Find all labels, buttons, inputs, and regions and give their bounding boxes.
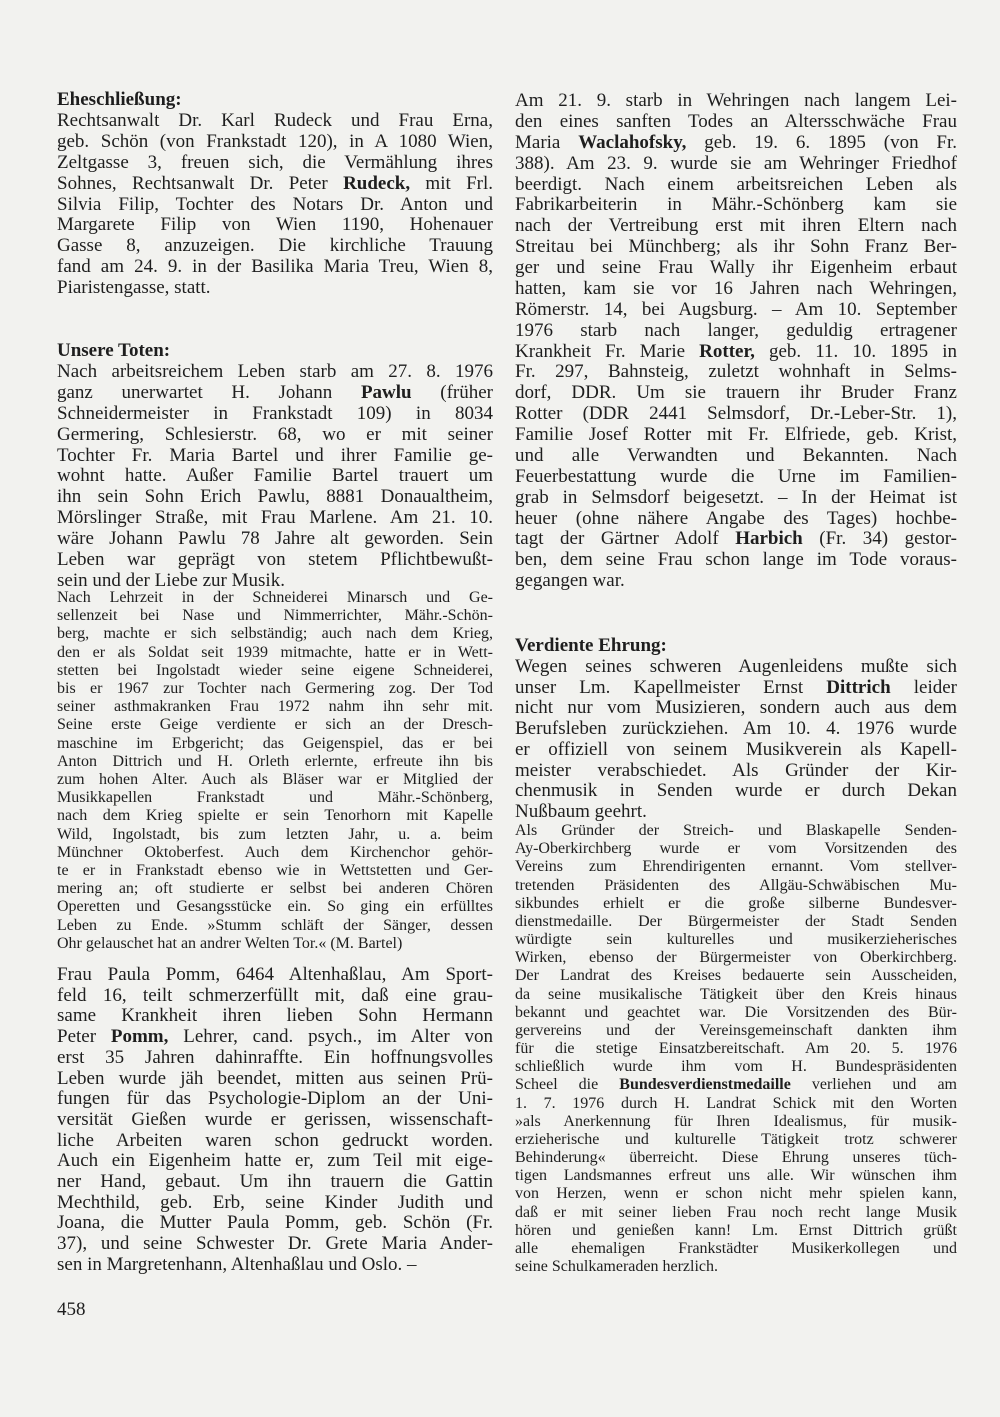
text-line: Nach Lehrzeit in der Schneiderei Minarsch und Ge-	[57, 589, 493, 606]
text-line: Leben zu Ende. »Stumm schläft der Sänger, dessen	[57, 916, 493, 934]
text-line: Germering, Schlesierstr. 68, wo er mit seiner	[57, 423, 493, 445]
paragraph	[515, 657, 957, 823]
paragraph	[57, 589, 493, 953]
text-line: Rotter (DDR 2441 Selmsdorf, Dr.-Leber-Str. 1),	[515, 403, 957, 425]
text-line: Als Gründer der Streich- und Blaskapelle Senden-	[515, 822, 957, 839]
section-body	[515, 822, 957, 1276]
text-line: Ohr gelauschet hat an andrer Welten Tor.« (M. Bartel)	[57, 934, 403, 952]
bold-name: Waclahofsky,	[578, 131, 687, 153]
paragraph	[515, 91, 957, 592]
text-line: Seine erste Geige verdiente er sich an der Dresch-	[57, 716, 493, 734]
obituary-pomm	[57, 965, 493, 1276]
text-line: Ay-Oberkirchberg wurde er vom Vorsitzenden des	[515, 840, 957, 858]
text-line: Margarete Filip von Wien 1190, Hohenauer	[57, 214, 493, 236]
text-line: er offiziell von seinem Musikverein als Kapell-	[515, 738, 957, 760]
text-line: seine Schulkameraden herzlich.	[515, 1258, 719, 1276]
text-line: beerdigt. Nach einem arbeitsreichen Leben als	[515, 173, 957, 195]
section-heading: Verdiente Ehrung:	[515, 635, 667, 656]
section-eheschliessung	[57, 90, 493, 299]
text-line: ger und seine Frau Wally ihr Eigenheim erbaut	[515, 257, 957, 278]
text-line: nach dem Krieg spielte er sein Tenorhorn mit Kapelle	[57, 807, 493, 825]
text-line: sein und der Liebe zur Musik.	[57, 569, 285, 591]
text-line: tretenden Präsidenten des Allgäu-Schwäbischen Mu-	[515, 876, 957, 894]
section-body	[57, 362, 493, 592]
text-line: Am 21. 9. starb in Wehringen nach langem Lei-	[515, 90, 957, 111]
text-line: Piaristengasse, statt.	[57, 277, 211, 299]
text-line: daß er mit seiner lieben Frau noch recht lange Musik	[515, 1203, 957, 1221]
text-line: sikbundes erhielt er die große silberne Bundesver-	[515, 894, 957, 912]
text-line: Münchner Oktoberfest. Auch dem Kirchenchor gehör-	[57, 843, 493, 861]
text-line: geb. Schön (von Frankstadt 120), in A 1080 Wien,	[57, 130, 493, 152]
text-line: Wild, Ingolstadt, bis zum letzten Jahr, u. a. beim	[57, 825, 493, 843]
bold-name: Rudeck,	[343, 172, 411, 194]
text-line: Maria Waclahofsky, geb. 19. 6. 1895 (von Fr.	[515, 131, 957, 153]
text-line: Anton Dittrich und H. Orleth erlernte, erfreute ihn bis	[57, 752, 493, 770]
text-line: stetten bei Ingolstadt wieder seine eigene Schneiderei,	[57, 661, 493, 679]
text-line: sen in Margretenhann, Altenhaßlau und Oslo. –	[57, 1253, 417, 1275]
obituary-pawlu-details	[57, 589, 493, 953]
text-line: sellenzeit bei Nase und Nimmerrichter, Mähr.-Schön-	[57, 607, 493, 625]
text-line: würdigte sein kulturelles und musikerzieherisches	[515, 931, 957, 949]
text-line: gegangen war.	[515, 570, 625, 592]
page-number: 458	[57, 1299, 86, 1320]
text-line: heuer (ohne nähere Angabe des Tages) hochbe-	[515, 507, 957, 529]
text-line: fand am 24. 9. in der Basilika Maria Treu, Wien 8,	[57, 256, 493, 278]
text-line: Wirken, ebenso der Bürgermeister von Oberkirchberg.	[515, 949, 957, 967]
text-line: dorf, DDR. Um sie trauern ihr Bruder Franz	[515, 382, 957, 404]
text-line: wäre Johann Pawlu 78 Jahre alt geworden. Sein	[57, 528, 493, 550]
bold-name: Bundesverdienstmedaille	[619, 1076, 791, 1094]
text-line: Joana, die Mutter Paula Pomm, geb. Schön (Fr.	[57, 1212, 493, 1234]
bold-name: Pawlu	[360, 381, 412, 403]
text-line: Streitau bei Münchberg; als ihr Sohn Franz Ber-	[515, 236, 957, 258]
section-unsere-toten	[57, 341, 493, 592]
section-body	[57, 965, 493, 1276]
text-line: für die stetige Einsatzbereitschaft. Am 20. 5. 1976	[515, 1040, 957, 1058]
text-line: Schneidermeister in Frankstadt 109) in 8034	[57, 402, 493, 424]
text-line: alle ehemaligen Frankstädter Musikerkollegen und	[515, 1239, 957, 1257]
text-line: den eines sanften Todes an Altersschwäche Frau	[515, 110, 957, 132]
text-line: bis er 1967 zur Tochter nach Germering zog. Der Tod	[57, 680, 493, 698]
section-body	[515, 657, 957, 823]
text-line: Silvia Filip, Tochter des Notars Dr. Anton und	[57, 193, 493, 215]
text-line: te er in Frankstadt ebenso wie in Wettstetten und Ger-	[57, 862, 493, 880]
bold-name: Rotter,	[699, 340, 755, 362]
ehrung-details	[515, 822, 957, 1276]
section-verdiente-ehrung	[515, 636, 957, 823]
text-line: da seine musikalische Tätigkeit über den Kreis hinaus	[515, 985, 957, 1003]
section-heading: Eheschließung:	[57, 89, 182, 110]
text-line: und alle Verwandten und Bekannten. Nach	[515, 444, 957, 466]
bold-name: Harbich	[735, 528, 803, 550]
text-line: Berufsleben zurückziehen. Am 10. 4. 1976 wurde	[515, 718, 957, 739]
text-line: schließlich wurde ihm vom H. Bundespräsidenten	[515, 1058, 957, 1076]
section-heading: Unsere Toten:	[57, 340, 171, 361]
text-line: Musikkapellen Frankstadt und Mähr.-Schönberg,	[57, 789, 493, 807]
text-line: »als Anerkennung für Ihren Idealismus, für musik-	[515, 1112, 957, 1130]
text-line: Nußbaum geehrt.	[515, 801, 647, 822]
text-line: Gasse 8, anzuzeigen. Die kirchliche Trauung	[57, 235, 493, 257]
text-line: Fr. 297, Bahnsteig, zuletzt wohnhaft in Selms-	[515, 361, 957, 383]
bold-name: Pomm,	[110, 1026, 169, 1048]
text-line: 1976 starb nach langer, geduldig ertragener	[515, 319, 957, 341]
text-line: 1. 7. 1976 durch H. Landrat Schick mit den Worten	[515, 1094, 957, 1112]
text-line: berg, machte er sich selbständig; auch nach dem Krieg,	[57, 625, 493, 643]
text-line: nicht nur vom Musizieren, sondern auch aus dem	[515, 697, 957, 719]
text-line: dienstmedaille. Der Bürgermeister der Stadt Senden	[515, 912, 957, 930]
text-line: feld 16, teilt schmerzerfüllt mit, daß eine grau-	[57, 984, 493, 1006]
section-body	[57, 589, 493, 953]
text-line: hören und genießen kann! Lm. Ernst Dittrich grüßt	[515, 1221, 957, 1239]
text-line: Wegen seines schweren Augenleidens mußte sich	[515, 655, 957, 677]
text-line: ben, dem seine Frau schon lange im Tode voraus-	[515, 549, 957, 571]
paragraph	[57, 965, 493, 1276]
section-body	[57, 111, 493, 299]
text-line: Feuerbestattung wurde die Urne im Familien-	[515, 465, 957, 487]
text-line: Zeltgasse 3, freuen sich, die Vermählung ihres	[57, 151, 493, 173]
paragraph	[57, 362, 493, 592]
text-line: mering an; oft studierte er selbst bei anderen Chören	[57, 880, 493, 898]
text-line: Familie Josef Rotter mit Fr. Elfriede, geb. Krist,	[515, 424, 957, 445]
text-line: Operetten und Gesangsstücke ein. So ging ein erfülltes	[57, 898, 493, 916]
text-line: Nach arbeitsreichem Leben starb am 27. 8. 1976	[57, 360, 493, 382]
text-line: Der Landrat des Kreises bedauerte sein Ausscheiden,	[515, 967, 957, 985]
text-line: Sohnes, Rechtsanwalt Dr. Peter Rudeck, mit Frl.	[57, 172, 493, 194]
text-line: Mechthild, geb. Erb, seine Kinder Judith und	[57, 1191, 493, 1213]
text-line: chenmusik in Senden wurde er durch Dekan	[515, 780, 957, 802]
text-line: den er als Soldat seit 1939 mitmachte, hatte er in Wett-	[57, 643, 493, 661]
text-line: fungen für das Psychologie-Diplom an der Uni-	[57, 1088, 493, 1110]
text-line: bekannt und geachtet war. Die Vorsitzenden des Bür-	[515, 1003, 957, 1021]
text-line: ganz unerwartet H. Johann Pawlu (früher	[57, 381, 493, 403]
text-line: von Herzen, wenn er schon nicht mehr spielen kann,	[515, 1185, 957, 1203]
obituaries-continued	[515, 91, 957, 592]
text-line: Vereins zum Ehrendirigenten ernannt. Vom stellver-	[515, 858, 957, 876]
text-line: Fabrikarbeiterin in Mähr.-Schönberg kam sie	[515, 194, 957, 216]
text-line: Mörslinger Straße, mit Frau Marlene. Am 21. 10.	[57, 507, 493, 529]
text-line: wohnt hatte. Außer Familie Bartel trauert um	[57, 465, 493, 487]
paragraph	[515, 822, 957, 1276]
text-line: Tochter Fr. Maria Bartel und ihrer Familie ge-	[57, 444, 493, 466]
text-line: zum hohen Alter. Auch als Bläser war er Mitglied der	[57, 771, 493, 789]
text-line: ihn sein Sohn Erich Pawlu, 8881 Donaualtheim,	[57, 486, 493, 508]
text-line: gervereins und der Vereinsgemeinschaft dankten ihm	[515, 1021, 957, 1039]
text-line: hatten, kam sie vor 16 Jahren nach Wehringen,	[515, 277, 957, 299]
text-line: unser Lm. Kapellmeister Ernst Dittrich leider	[515, 676, 957, 698]
text-line: meister verabschiedet. Als Gründer der Kir-	[515, 759, 957, 781]
text-line: Leben war geprägt von stetem Pflichtbewußt-	[57, 549, 493, 571]
text-line: tigen Landsmannes erfreut uns alle. Wir wünschen ihm	[515, 1167, 957, 1185]
text-line: seiner asthmakranken Frau 1972 nahm ihn sehr mit.	[57, 698, 493, 716]
text-line: ner Hand, gebaut. Um ihn trauern die Gattin	[57, 1171, 493, 1193]
text-line: Behinderung« überreicht. Diese Ehrung unseres tüch-	[515, 1149, 957, 1167]
text-line: Auch ein Eigenheim hatte er, zum Teil mit eige-	[57, 1150, 493, 1172]
text-line: Peter Pomm, Lehrer, cand. psych., im Alter von	[57, 1026, 493, 1048]
text-line: liche Arbeiten waren schon gedruckt worden.	[57, 1129, 493, 1151]
section-body	[515, 91, 957, 592]
text-line: Rechtsanwalt Dr. Karl Rudeck und Frau Erna,	[57, 109, 493, 131]
text-line: Römerstr. 14, bei Augsburg. – Am 10. September	[515, 298, 957, 320]
text-line: Frau Paula Pomm, 6464 Altenhaßlau, Am Sport-	[57, 964, 493, 985]
text-line: Scheel die Bundesverdienstmedaille verliehen und am	[515, 1076, 957, 1094]
text-line: grab in Selmsdorf beigesetzt. – In der Heimat ist	[515, 486, 957, 508]
text-line: 388). Am 23. 9. wurde sie am Wehringer Friedhof	[515, 152, 957, 174]
text-line: versität Gießen wurde er gerissen, wissenschaft-	[57, 1108, 493, 1130]
text-line: Krankheit Fr. Marie Rotter, geb. 11. 10. 1895 in	[515, 340, 957, 362]
text-line: maschine im Erbgericht; das Geigenspiel, das er bei	[57, 734, 493, 752]
text-line: erzieherische und kulturelle Tätigkeit trotz schwerer	[515, 1130, 957, 1148]
text-line: 37), und seine Schwester Dr. Grete Maria Ander-	[57, 1233, 493, 1255]
text-line: erst 35 Jahren dahinraffte. Ein hoffnungsvolles	[57, 1046, 493, 1068]
text-line: same Krankheit ihren lieben Sohn Hermann	[57, 1005, 493, 1027]
bold-name: Dittrich	[826, 676, 891, 698]
text-line: nach der Vertreibung erst mit ihren Eltern nach	[515, 215, 957, 237]
paragraph	[57, 111, 493, 299]
text-line: tagt der Gärtner Adolf Harbich (Fr. 34) gestor-	[515, 528, 957, 550]
text-line: Leben wurde jäh beendet, mitten aus seinen Prü-	[57, 1067, 493, 1089]
